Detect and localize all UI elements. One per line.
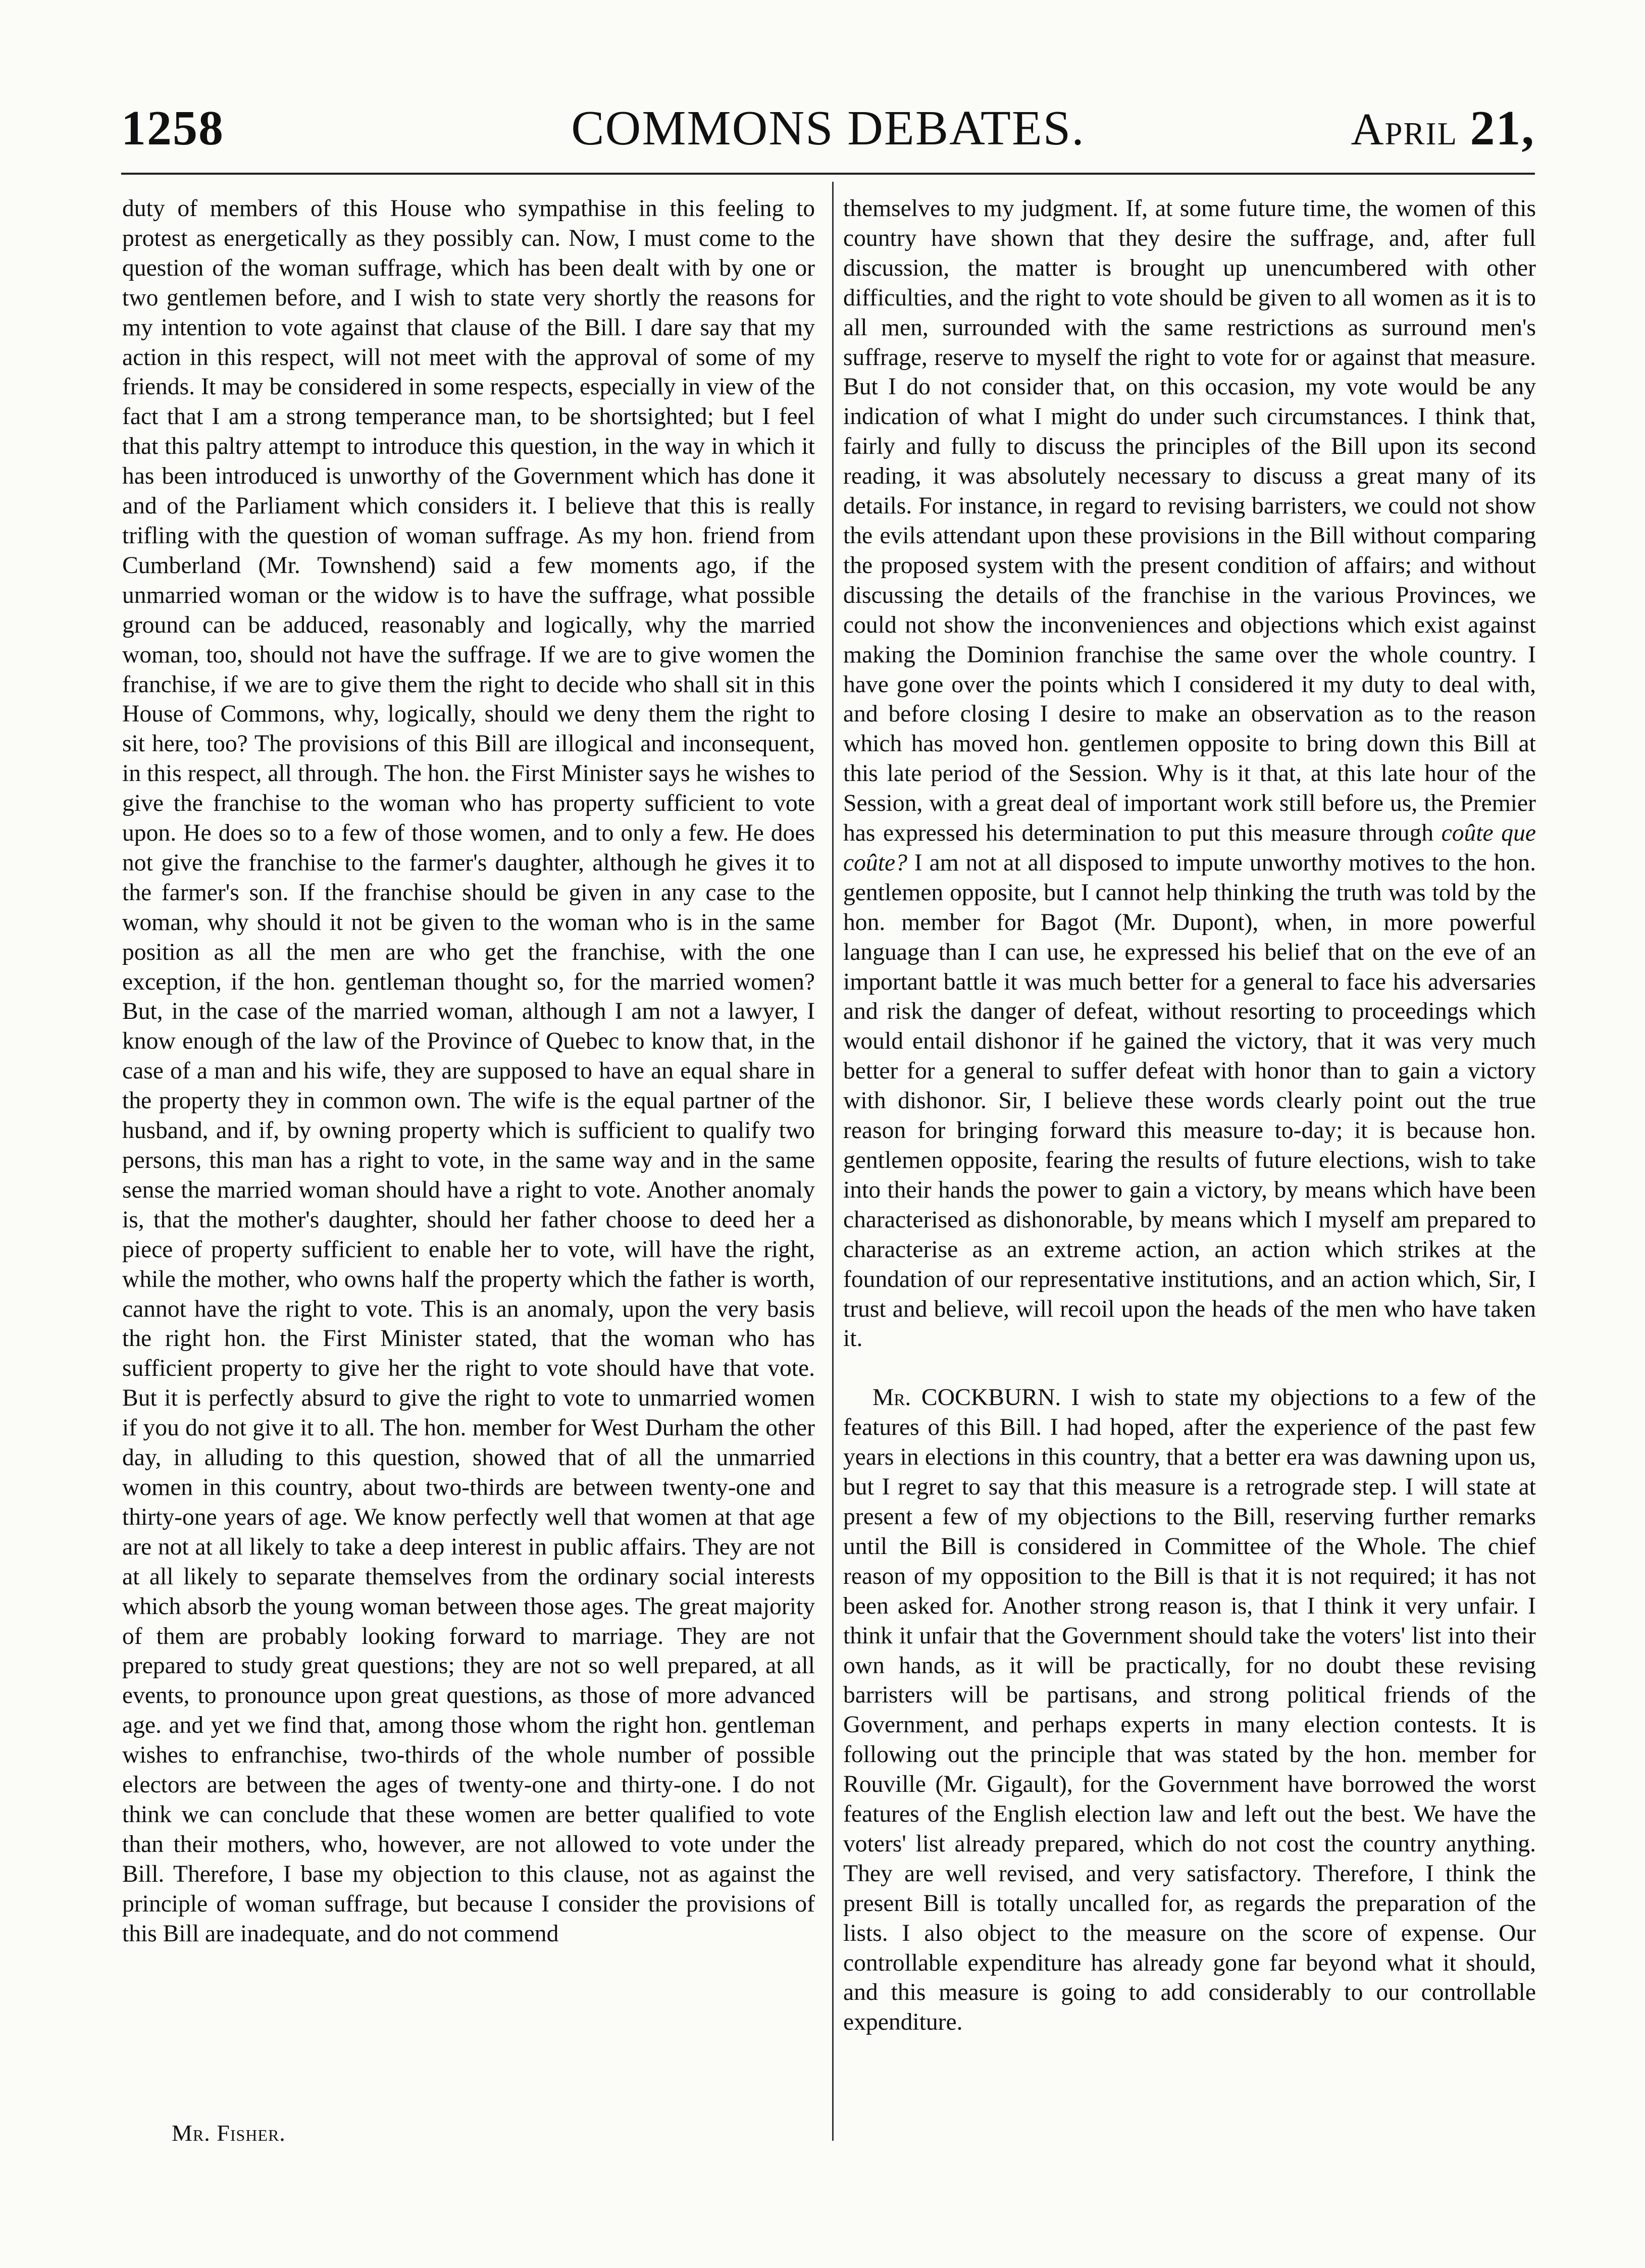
date-day: 21, xyxy=(1470,101,1535,156)
right-column xyxy=(843,194,1536,2037)
right-paragraph-2 xyxy=(843,1383,1536,2037)
foreign-phrase: coûte que coûte? xyxy=(843,820,1536,876)
right-paragraph-2-text: I wish to state my objections to a few of the features of this Bill. I had hoped, after the experience of the past few years in elections in this country, that a better era was dawning upon us, but I regret to say that this measure is a retrograde step. I will state at present a few of my objections to the Bill, reserving further remarks until the Bill is considered in Committee of the Whole. The chief reason of my opposition to the Bill is that it is not required; it has not been asked for. Another strong reason is, that I think it very unfair. I think it unfair that the Government should take the voters' list into their own hands, as it will be practically, for no doubt these revising barristers will be partisans, and strong political friends of the Government, and perhaps experts in many election contests. It is following out the principle that was stated by the hon. member for Rouville (Mr. Gigault), for the Government have borrowed the worst features of the English election law and left out the best. We have the voters' list already prepared, which do not cost the country anything. They are well revised, and very satisfactory. Therefore, I think the present Bill is totally uncalled for, as regards the preparation of the lists. I also object to the measure on the score of expense. Our controllable expenditure has already gone far beyond what it should, and this measure is going to add considerably to our controllable expenditure. xyxy=(843,1384,1536,2036)
issue-date xyxy=(1351,100,1535,157)
date-month: April xyxy=(1351,105,1458,154)
header-rule xyxy=(121,173,1535,175)
right-paragraph-1 xyxy=(843,194,1536,1354)
speaker-name: Mr. COCKBURN. xyxy=(872,1384,1061,1411)
page-number: 1258 xyxy=(121,101,224,156)
right-paragraph-1-text-a: themselves to my judgment. If, at some future time, the women of this country have shown that they desire the suffrage, and, after full discussion, the matter is brought up unencumbered with other difficulties, and the right to vote should be given to all women as it is to all men, surrounded with the same restrictions as surround men's suffrage, reserve to myself the right to vote for or against that measure. But I do not consider that, on this occasion, my vote would be any indication of what I might do under such circumstances. I think that, fairly and fully to discuss the principles of the Bill upon its second reading, it was absolutely necessary to discuss a great many of its details. For instance, in regard to revising barristers, we could not show the evils attendant upon these provisions in the Bill without comparing the proposed system with the present condition of affairs; and without discussing the details of the franchise in the various Provinces, we could not show the inconveniences and objections which exist against making the Dominion franchise the same over the whole country. I have gone over the points which I considered it my duty to deal with, and before closing I desire to make an observation as to the reason which has moved hon. gentlemen opposite to bring down this Bill at this late period of the Session. Why is it that, at this late hour of the Session, with a great deal of important work still before us, the Premier has expressed his determination to put this measure through xyxy=(843,195,1536,847)
left-paragraph-1: duty of members of this House who sympathise in this feeling to protest as energetically as they possibly can. Now, I must come to the question of the woman suffrage, which has been dealt with by one or two gentlemen before, and I wish to state very shortly the reasons for my intention to vote against that clause of the Bill. I dare say that my action in this respect, will not meet with the approval of some of my friends. It may be considered in some respects, especially in view of the fact that I am a strong temperance man, to be shortsighted; but I feel that this paltry attempt to introduce this question, in the way in which it has been introduced is unworthy of the Government which has done it and of the Parliament which considers it. I believe that this is really trifling with the question of woman suffrage. As my hon. friend from Cumberland (Mr. Townshend) said a few moments ago, if the unmarried woman or the widow is to have the suffrage, what possible ground can be adduced, reasonably and logically, why the married woman, too, should not have the suffrage. If we are to give women the franchise, if we are to give them the right to decide who shall sit in this House of Commons, why, logically, should we deny them the right to sit here, too? The provisions of this Bill are illogical and inconsequent, in this respect, all through. The hon. the First Minister says he wishes to give the franchise to the woman who has property sufficient to vote upon. He does so to a few of those women, and to only a few. He does not give the franchise to the farmer's daughter, although he gives it to the farmer's son. If the franchise should be given in any case to the woman, why should it not be given to the woman who is in the same position as all the men are who get the franchise, with the one exception, if the hon. gentleman thought so, for the married women? But, in the case of the married woman, although I am not a lawyer, I know enough of the law of the Province of Quebec to know that, in the case of a man and his wife, they are supposed to have an equal share in the property they in common own. The wife is the equal partner of the husband, and if, by owning property which is sufficient to qualify two persons, this man has a right to vote, in the same way and in the same sense the married woman should have a right to vote. Another anomaly is, that the mother's daughter, should her father choose to deed her a piece of property sufficient to enable her to vote, will have the right, while the mother, who owns half the property which the father is worth, cannot have the right to vote. This is an anomaly, upon the very basis the right hon. the First Minister stated, that the woman who has sufficient property to give her the right to vote should have that vote. But it is perfectly absurd to give the right to vote to unmarried women if you do not give it to all. The hon. member for West Durham the other day, in alluding to this question, showed that of all the unmarried women in this country, about two-thirds are between twenty-one and thirty-one years of age. We know perfectly well that women at that age are not at all likely to take a deep interest in public affairs. They are not at all likely to separate themselves from the ordinary social interests which absorb the young woman between those ages. The great majority of them are probably looking forward to marriage. They are not prepared to study great questions; they are not so well prepared, at all events, to pronounce upon great questions, as those of more advanced age. and yet we find that, among those whom the right hon. gentleman wishes to enfranchise, two-thirds of the whole number of possible electors are between the ages of twenty-one and thirty-one. I do not think we can conclude that these women are better qualified to vote than their mothers, who, however, are not allowed to vote under the Bill. Therefore, I base my objection to this clause, not as against the principle of woman suffrage, but because I consider the provisions of this Bill are inadequate, and do not commend xyxy=(122,195,815,1947)
column-divider xyxy=(832,182,834,2141)
right-paragraph-1-text-b: I am not at all disposed to impute unworthy motives to the hon. gentlemen opposite, but I cannot help thinking the truth was told by the hon. member for Bagot (Mr. Dupont), when, in more powerful language than I can use, he expressed his belief that on the eve of an important battle it was much better for a general to face his adversaries and risk the danger of defeat, without resorting to proceedings which would entail dishonor if he gained the victory, that it was very much better for a general to suffer defeat with honor than to gain a victory with dishonor. Sir, I believe these words clearly point out the true reason for bringing forward this measure to-day; it is because hon. gentlemen opposite, fearing the results of future elections, wish to take into their hands the power to gain a victory, by means which have been characterised as dishonorable, by means which I myself am prepared to characterise as an extreme action, an action which strikes at the foundation of our representative institutions, and an action which, Sir, I trust and believe, will recoil upon the heads of the men who have taken it. xyxy=(843,849,1536,1352)
page-header xyxy=(121,94,1535,165)
left-column xyxy=(122,194,815,1948)
running-speaker-footer: Mr. Fisher. xyxy=(172,2120,286,2146)
journal-title: COMMONS DEBATES. xyxy=(571,101,1085,156)
